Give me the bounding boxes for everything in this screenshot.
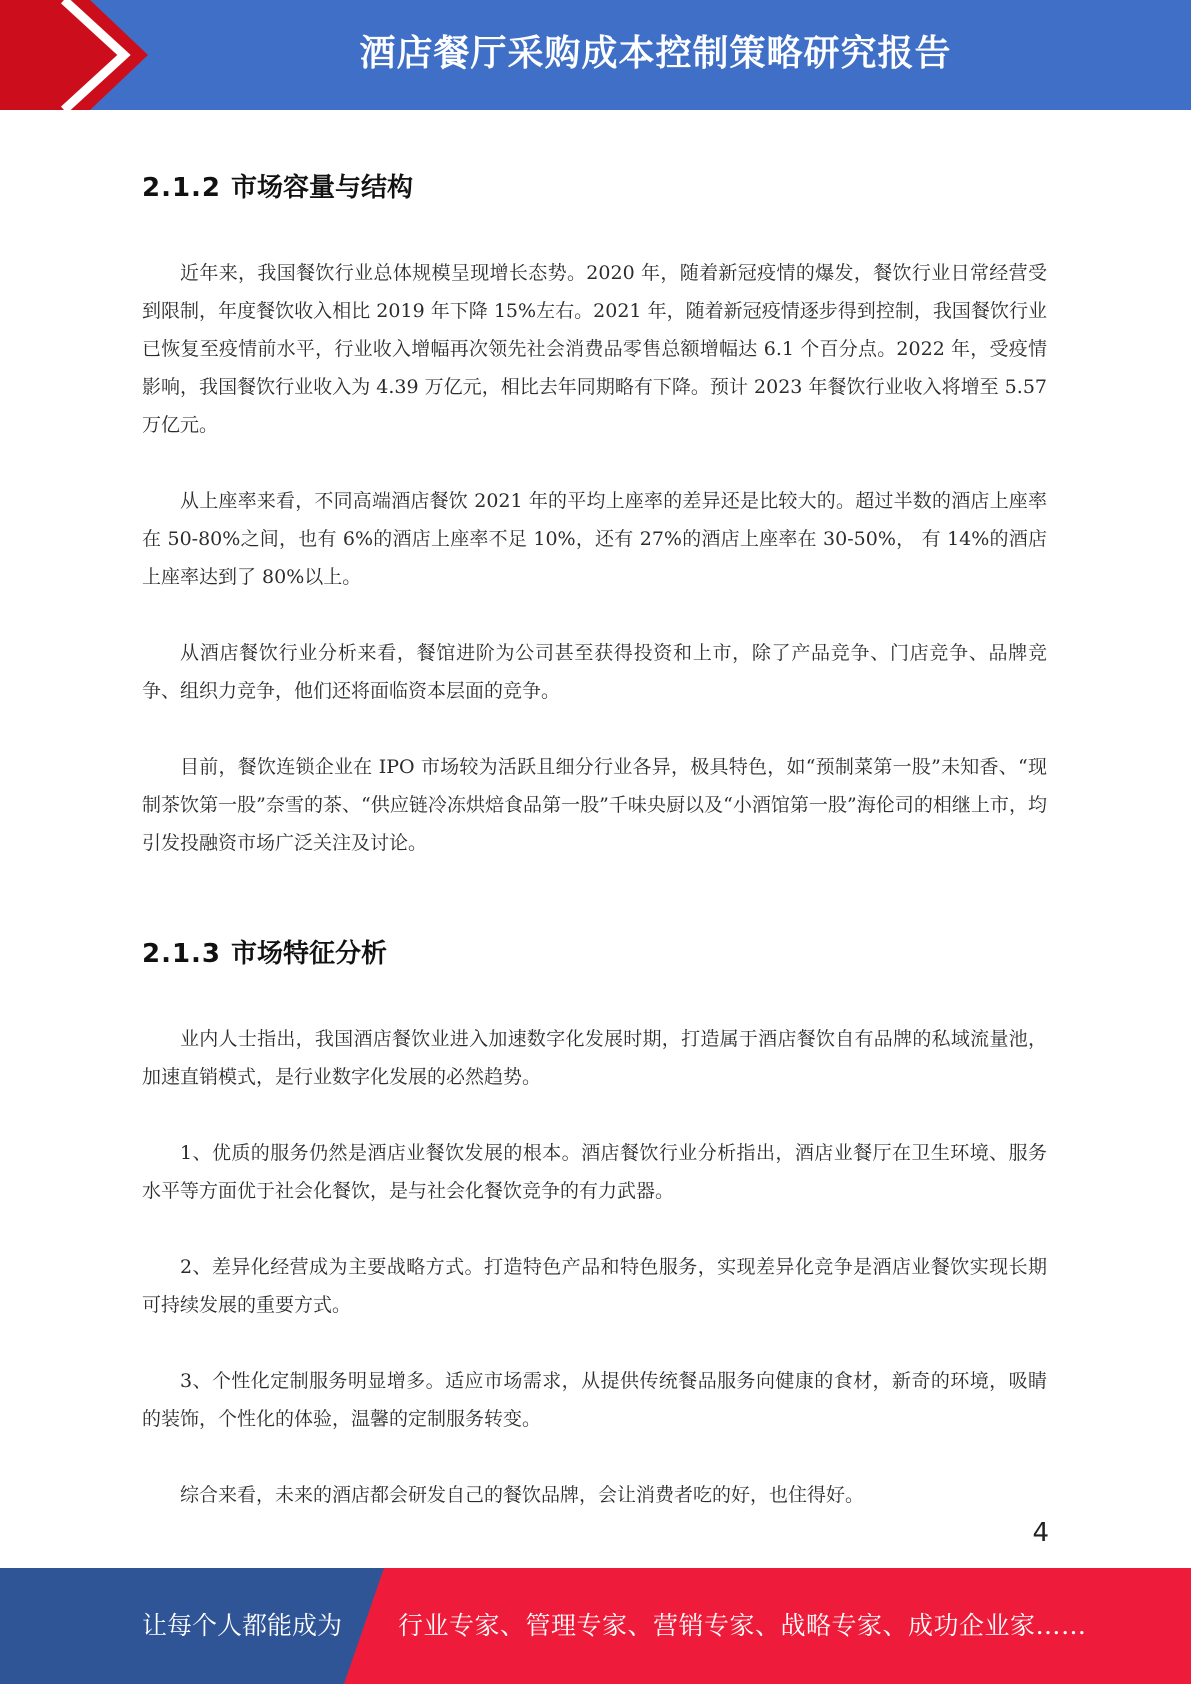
- footer-slogan-right: 行业专家、管理专家、营销专家、战略专家、成功企业家……: [398, 1611, 1087, 1640]
- paragraph: 业内人士指出，我国酒店餐饮业进入加速数字化发展时期，打造属于酒店餐饮自有品牌的私域流量池，加速直销模式，是行业数字化发展的必然趋势。: [142, 1028, 1047, 1088]
- header-banner: [0, 0, 1191, 110]
- section-number: 2.1.2: [142, 173, 222, 203]
- section-title: 市场容量与结构: [231, 173, 414, 203]
- paragraph: 3、个性化定制服务明显增多。适应市场需求，从提供传统餐品服务向健康的食材，新奇的环境，吸睛的装饰，个性化的体验，温馨的定制服务转变。: [142, 1370, 1047, 1430]
- page-content: [142, 168, 1047, 1514]
- header-arrow-decoration: [0, 0, 160, 110]
- footer-slogan-left: 让每个人都能成为: [142, 1611, 343, 1640]
- section-title: 市场特征分析: [231, 939, 388, 969]
- paragraph: 目前，餐饮连锁企业在 IPO 市场较为活跃且细分行业各异，极具特色，如“预制菜第一股”未知香、“现制茶饮第一股”奈雪的茶、“供应链冷冻烘焙食品第一股”千味央厨以及“小酒馆第一股”海伦司的相继上市，均引发投融资市场广泛关注及讨论。: [142, 756, 1047, 854]
- paragraph: 综合来看，未来的酒店都会研发自己的餐饮品牌，会让消费者吃的好，也住得好。: [180, 1484, 865, 1506]
- page-number: 4: [1032, 1518, 1049, 1548]
- paragraph: 近年来，我国餐饮行业总体规模呈现增长态势。2020 年，随着新冠疫情的爆发，餐饮行业日常经营受到限制，年度餐饮收入相比 2019 年下降 15%左右。2021 年，随着新冠疫情逐步得到控制，我国餐饮行业已恢复至疫情前水平，行业收入增幅再次领先社会消费品零售总额增幅达 6.1 个百分点。2022 年，受疫情影响，我国餐饮行业收入为 4.39 万亿元，相比去年同期略有下降。预计 2023 年餐饮行业收入将增至 5.57 万亿元。: [142, 262, 1047, 436]
- paragraph: 2、差异化经营成为主要战略方式。打造特色产品和特色服务，实现差异化竞争是酒店业餐饮实现长期可持续发展的重要方式。: [142, 1256, 1047, 1316]
- report-title: 酒店餐厅采购成本控制策略研究报告: [359, 33, 952, 74]
- paragraph: 1、优质的服务仍然是酒店业餐饮发展的根本。酒店餐饮行业分析指出，酒店业餐厅在卫生环境、服务水平等方面优于社会化餐饮，是与社会化餐饮竞争的有力武器。: [142, 1142, 1047, 1202]
- footer-banner: [0, 1568, 1191, 1684]
- paragraph: 从上座率来看，不同高端酒店餐饮 2021 年的平均上座率的差异还是比较大的。超过半数的酒店上座率在 50-80%之间，也有 6%的酒店上座率不足 10%，还有 27%的酒店上座率在 30-50%， 有 14%的酒店上座率达到了 80%以上。: [142, 490, 1047, 588]
- section-heading: [142, 934, 1047, 974]
- section-number: 2.1.3: [142, 939, 222, 969]
- section-heading: [142, 168, 1047, 208]
- paragraph: 从酒店餐饮行业分析来看，餐馆进阶为公司甚至获得投资和上市，除了产品竞争、门店竞争、品牌竞争、组织力竞争，他们还将面临资本层面的竞争。: [142, 642, 1047, 702]
